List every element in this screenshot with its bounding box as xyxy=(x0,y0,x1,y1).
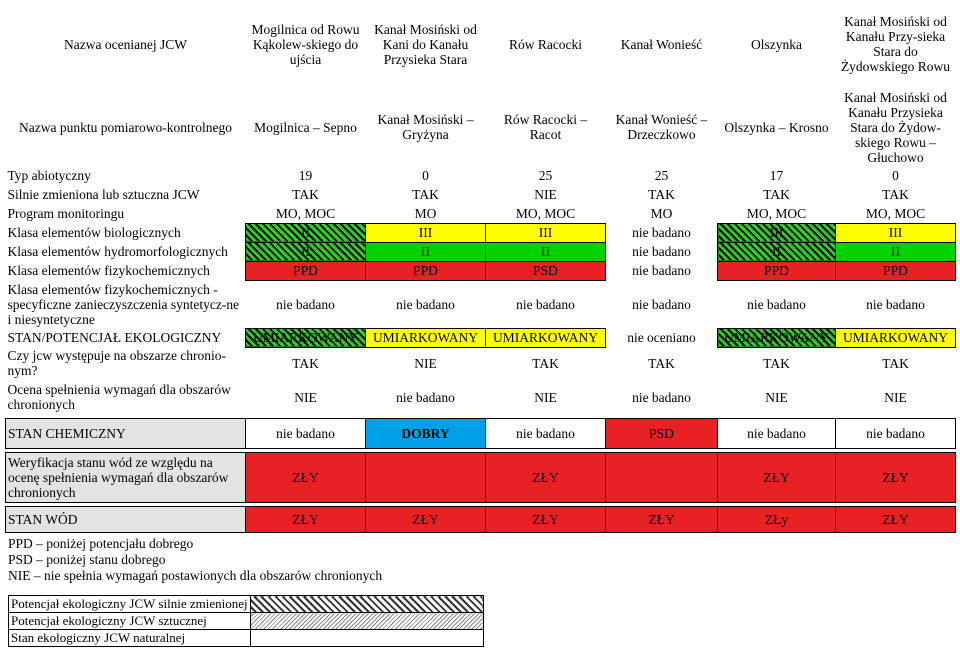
table-row xyxy=(6,166,956,185)
cell-value: NIE xyxy=(534,389,557,405)
cell-value: 19 xyxy=(298,168,313,183)
legend-swatch-hatched xyxy=(250,596,483,613)
point-name: Kanał Mosiński od Kanału Przysieka Stara do Żydow-skiego Rowu – Głuchowo xyxy=(844,89,947,165)
cell-value: nie badano xyxy=(836,419,956,449)
cell-value: nie badano xyxy=(396,296,455,312)
cell-value: TAK xyxy=(292,355,319,371)
point-name: Mogilnica – Sepno xyxy=(254,119,357,135)
cell-value: UMIARKOWANY xyxy=(836,328,956,347)
cell-value: III xyxy=(718,223,836,242)
cell-value: MO xyxy=(414,205,437,221)
cell-value: ZŁY xyxy=(486,507,606,533)
cell-value: PSD xyxy=(486,261,606,280)
jcw-name: Kanał Wonieść xyxy=(620,36,703,52)
cell-value: TAK xyxy=(648,187,675,202)
cell-value: PPD xyxy=(246,261,366,280)
cell-value: TAK xyxy=(532,355,559,371)
cell-value: 0 xyxy=(892,168,899,183)
header-row-points xyxy=(6,88,956,166)
cell-value: nie badano xyxy=(866,296,925,312)
cell-value: PPD xyxy=(366,261,486,280)
table-row xyxy=(6,242,956,261)
legend-swatch-plain xyxy=(250,630,483,647)
cell-value: ZŁY xyxy=(718,453,836,503)
header-label-points: Nazwa punktu pomiarowo-kontrolnego xyxy=(19,119,232,135)
row-label: Klasa elementów biologicznych xyxy=(7,225,181,240)
point-name: Kanał Mosiński – Gryżyna xyxy=(377,112,474,142)
cell-value: DOBRY xyxy=(366,419,486,449)
abbreviation-legend xyxy=(8,536,382,584)
jcw-name: Kanał Mosiński od Kanału Przy-sieka Stara do Żydowskiego Rowu xyxy=(840,14,951,74)
row-label: STAN WÓD xyxy=(6,507,246,533)
cell-value: II xyxy=(718,242,836,261)
cell-value: TAK xyxy=(882,355,909,371)
cell-value: 17 xyxy=(769,168,784,183)
row-label: Klasa elementów fizykochemicznych - specyficzne zanieczyszczenia syntetycz-ne i niesyntetyczne xyxy=(7,281,240,327)
cell-value: NIE xyxy=(884,389,907,405)
cell-value: NIE xyxy=(765,389,788,405)
cell-value: nie badano xyxy=(718,419,836,449)
cell-value: nie badano xyxy=(632,389,691,405)
row-label: Typ abiotyczny xyxy=(7,168,91,183)
header-label-jcw: Nazwa ocenianej JCW xyxy=(64,36,187,52)
jcw-name: Mogilnica od Rowu Kąkolew-skiego do ujścia xyxy=(251,21,360,67)
cell-value: II xyxy=(486,242,606,261)
legend-nie: NIE – nie spełnia wymagań postawionych dla obszarów chronionych xyxy=(8,568,383,583)
cell-value: nie badano xyxy=(516,296,575,312)
row-label: Klasa elementów hydromorfologicznych xyxy=(7,244,228,259)
header-row-jcw xyxy=(6,0,956,88)
cell-value: ZŁy xyxy=(718,507,836,533)
point-name: Kanał Wonieść – Drzeczkowo xyxy=(615,112,708,142)
cell-value: UMIARKOWANY xyxy=(246,328,366,347)
table-row xyxy=(6,280,956,328)
cell-value: III xyxy=(486,223,606,242)
cell-value: nie badano xyxy=(396,389,455,405)
legend-row xyxy=(9,596,484,613)
cell-value: TAK xyxy=(882,187,909,202)
legend-row xyxy=(9,613,484,630)
table-row xyxy=(6,328,956,347)
cell-value: ZŁY xyxy=(486,453,606,503)
cell-value: TAK xyxy=(412,187,439,202)
row-label: Ocena spełnienia wymagań dla obszarów chronionych xyxy=(7,382,231,412)
legend-psd: PSD – poniżej stanu dobrego xyxy=(8,552,166,567)
cell-value: nie badano xyxy=(246,419,366,449)
table-row xyxy=(6,261,956,280)
cell-value: NIE xyxy=(294,389,317,405)
cell-value: nie badano xyxy=(632,263,691,278)
cell-value: TAK xyxy=(763,355,790,371)
table-row xyxy=(6,347,956,379)
cell-value: nie badano xyxy=(632,296,691,312)
cell-value: MO xyxy=(650,206,673,221)
cell-value: nie badano xyxy=(276,296,335,312)
pattern-legend xyxy=(8,595,484,647)
cell-value: 25 xyxy=(538,168,553,183)
cell-value: MO, MOC xyxy=(275,205,336,221)
row-label: STAN CHEMICZNY xyxy=(6,419,246,449)
cell-value: nie badano xyxy=(632,225,691,240)
legend-item-label: Potencjał ekologiczny JCW silnie zmienionej xyxy=(9,596,251,613)
cell-value: II xyxy=(246,242,366,261)
table-row xyxy=(6,223,956,242)
cell-value: TAK xyxy=(648,355,675,371)
jcw-name: Rów Racocki xyxy=(508,36,583,52)
legend-item-label: Stan ekologiczny JCW naturalnej xyxy=(9,630,251,647)
table-row xyxy=(6,453,956,503)
cell-value: ZŁY xyxy=(246,453,366,503)
cell-value: II xyxy=(366,242,486,261)
legend-item-label: Potencjał ekologiczny JCW sztucznej xyxy=(9,613,251,630)
cell-value: 25 xyxy=(654,168,669,183)
table-row xyxy=(6,419,956,449)
cell-value: III xyxy=(366,223,486,242)
cell-value: PSD xyxy=(606,419,718,449)
table-row xyxy=(6,507,956,533)
cell-value: ZŁY xyxy=(246,507,366,533)
cell-value: TAK xyxy=(763,187,790,202)
cell-value: ZŁY xyxy=(366,507,486,533)
legend-row xyxy=(9,630,484,647)
legend-ppd: PPD – poniżej potencjału dobrego xyxy=(8,536,194,551)
table-row xyxy=(6,204,956,223)
cell-value: ZŁY xyxy=(606,507,718,533)
cell-value: 0 xyxy=(422,168,429,183)
cell-value: UMIARKOWANY xyxy=(718,328,836,347)
cell-value: UMIARKOWANY xyxy=(366,328,486,347)
row-label: Silnie zmieniona lub sztuczna JCW xyxy=(7,187,200,202)
cell-value: II xyxy=(836,242,956,261)
row-label: Program monitoringu xyxy=(7,206,125,221)
table-row xyxy=(6,185,956,204)
cell-value: III xyxy=(836,223,956,242)
cell-value: MO, MOC xyxy=(865,205,926,221)
cell-value: II xyxy=(246,223,366,242)
cell-value: MO, MOC xyxy=(515,205,576,221)
cell-value: NIE xyxy=(414,355,437,371)
row-label: Klasa elementów fizykochemicznych xyxy=(7,263,210,278)
cell-value: MO, MOC xyxy=(746,205,807,221)
cell-value xyxy=(606,453,718,503)
point-name: Rów Racocki – Racot xyxy=(503,112,588,142)
cell-value: nie badano xyxy=(486,419,606,449)
legend-swatch-dotted xyxy=(250,613,483,630)
row-label: Czy jcw występuje na obszarze chronio-nym? xyxy=(7,348,227,378)
cell-value: PPD xyxy=(718,261,836,280)
cell-value: ZŁY xyxy=(836,453,956,503)
row-label: Weryfikacja stanu wód ze względu na ocenę spełnienia wymagań dla obszarów chronionych xyxy=(6,453,246,503)
jcw-name: Kanał Mosiński od Kani do Kanału Przysieka Stara xyxy=(374,21,477,67)
assessment-table xyxy=(5,0,956,533)
cell-value: TAK xyxy=(292,187,319,202)
cell-value: PPD xyxy=(836,261,956,280)
table-row xyxy=(6,379,956,415)
cell-value: ZŁY xyxy=(836,507,956,533)
jcw-name: Olszynka xyxy=(751,36,802,52)
cell-value: nie badano xyxy=(632,244,691,259)
point-name: Olszynka – Krosno xyxy=(724,119,829,135)
cell-value: nie badano xyxy=(747,296,806,312)
cell-value xyxy=(366,453,486,503)
cell-value: nie oceniano xyxy=(627,330,696,345)
cell-value: NIE xyxy=(534,187,557,202)
row-label: STAN/POTENCJAŁ EKOLOGICZNY xyxy=(7,330,222,345)
cell-value: UMIARKOWANY xyxy=(486,328,606,347)
